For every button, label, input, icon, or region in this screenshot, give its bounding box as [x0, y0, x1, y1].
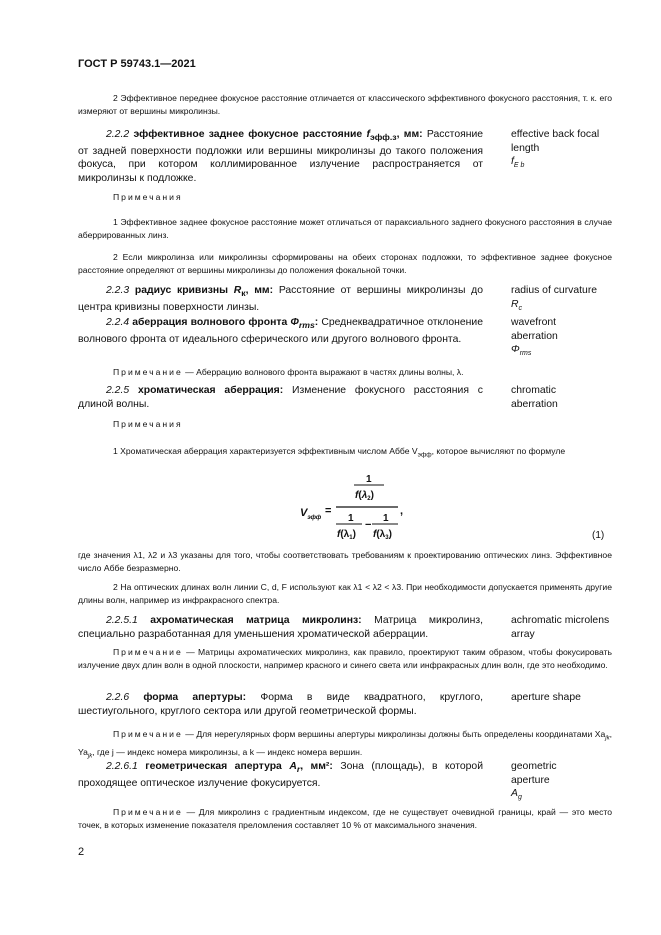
svg-text:1: 1 — [366, 474, 372, 485]
note-2-2-2-2: 2 Если микролинза или микролинзы сформированы на обеих сторонах подложки, то эффективное заднее фокусное расстояние определяют от вершины микролинзы до положения фокальной точки. — [78, 252, 612, 275]
notes-label-2: Примечания — [113, 419, 183, 429]
equation-number: (1) — [592, 530, 605, 541]
term-2-2-6: 2.2.6 форма апертуры: Форма в виде квадратного, круглого, шестиугольного, круглого сектора или другой геометрической формы. — [78, 692, 483, 717]
term-2-2-5-1-english: achromatic microlens array — [511, 615, 610, 640]
note-2-2-6: Примечание — Для нерегулярных форм вершины апертуры микролинзы должны быть определены координатами $Xa_{jk}$, $Ya_{jk}$, где j — индекс номера микролинзы, а k — индекс номера вершин. — [78, 729, 612, 760]
formula-lhs: $V_{эфф}$ — [300, 507, 322, 521]
svg-text:,: , — [400, 505, 404, 517]
svg-text:f(λ3): $f(\lambda_3)$ — [373, 529, 392, 541]
page-number: 2 — [78, 846, 85, 858]
term-2-2-3: 2.2.3 радиус кривизны $R_к$, мм: Расстояние от вершины микролинзы до центра кривизны поверхности линзы. — [78, 285, 483, 313]
note-2-2-5-2: 2 На оптических длинах волн линии C, d, F используют как λ1 < λ2 < λ3. При необходимости допускается применять другие длины волн, например из инфракрасного спектра. — [78, 582, 612, 605]
notes-label: Примечания — [113, 192, 183, 202]
term-2-2-3-english: radius of curvature $R_c$ — [511, 285, 598, 312]
svg-text:1: 1 — [383, 513, 389, 524]
term-2-2-5-1: 2.2.5.1 ахроматическая матрица микролинз: Матрица микролинз, специально разработанная для уменьшения хроматической аберрации. — [78, 615, 483, 640]
note-2-2-5-1: Примечание — Матрицы ахроматических микролинз, как правило, проектируют таким образом, чтобы фокусировать излучение двух длин волн в одной плоскости, например красного и синего света или инфракрасных длин волн, где это необходимо. — [78, 647, 612, 670]
term-2-2-4: 2.2.4 аберрация волнового фронта $\Phi_{rms}$: Среднеквадратичное отклонение волнового фронта от идеального сферического или другого волнового фронта. — [78, 317, 483, 345]
note-2-2-4: Примечание — Аберрацию волнового фронта выражают в частях длины волны, λ. — [113, 367, 464, 377]
term-2-2-5-english: chromatic aberration — [511, 385, 558, 410]
term-2-2-2: 2.2.2 эффективное заднее фокусное расстояние $f_{эфф.з}$, мм: Расстояние от задней поверхности подложки или вершины микролинзы до такого положения фокуса, при котором коллимированное излучение распространяется от микролинзы к подложке. — [78, 129, 484, 184]
term-2-2-5: 2.2.5 хроматическая аберрация: Изменение фокусного расстояния с длиной волны. — [78, 385, 484, 410]
term-2-2-6-1-english: geometric aperture $A_g$ — [511, 761, 557, 802]
svg-text:1: 1 — [348, 513, 354, 524]
term-2-2-6-1: 2.2.6.1 геометрическая апертура $A_r$, мм²: Зона (площадь), в которой проходящее оптическое излучение фокусируется. — [78, 761, 484, 789]
note-2-2-5-1: 1 Хроматическая аберрация характеризуется эффективным числом Аббе $V_{эфф}$, которое вычисляют по формуле — [113, 446, 566, 459]
term-title: эффективное заднее фокусное расстояние $f_{эфф.з}$, мм: — [133, 129, 423, 143]
svg-text:f(λ2): $f(\lambda_2)$ — [355, 490, 374, 502]
svg-text:f(λ1): $f(\lambda_1)$ — [337, 529, 356, 541]
note-2-2-6-1: Примечание — Для микролинз с градиентным индексом, где не существует очевидной границы, край — это место точек, в которых изменение показателя преломления составляет 10 % от максимального значения. — [78, 807, 612, 830]
note-2-top: 2 Эффективное переднее фокусное расстояние отличается от классического эффективного фокусного расстояния, т. к. его измеряют от вершины микролинзы. — [78, 93, 612, 116]
svg-text:−: − — [365, 519, 372, 531]
term-2-2-6-english: aperture shape — [511, 692, 581, 703]
term-2-2-4-english: wavefront aberration $\Phi_{rms}$ — [511, 317, 558, 358]
svg-text:=: = — [325, 505, 332, 517]
document-header: ГОСТ Р 59743.1—2021 — [78, 58, 196, 70]
note-2-2-2-1: 1 Эффективное заднее фокусное расстояние может отличаться от параксиального заднего фокусного расстояния в случае аберрированных линз. — [78, 217, 612, 240]
term-2-2-2-english: effective back focal length $f_{E b}$ — [511, 129, 600, 170]
where-text: где значения λ1, λ2 и λ3 указаны для того, чтобы соответствовать требованиям к проектированию оптических линз. Эффективное число Аббе безразмерно. — [78, 550, 612, 573]
